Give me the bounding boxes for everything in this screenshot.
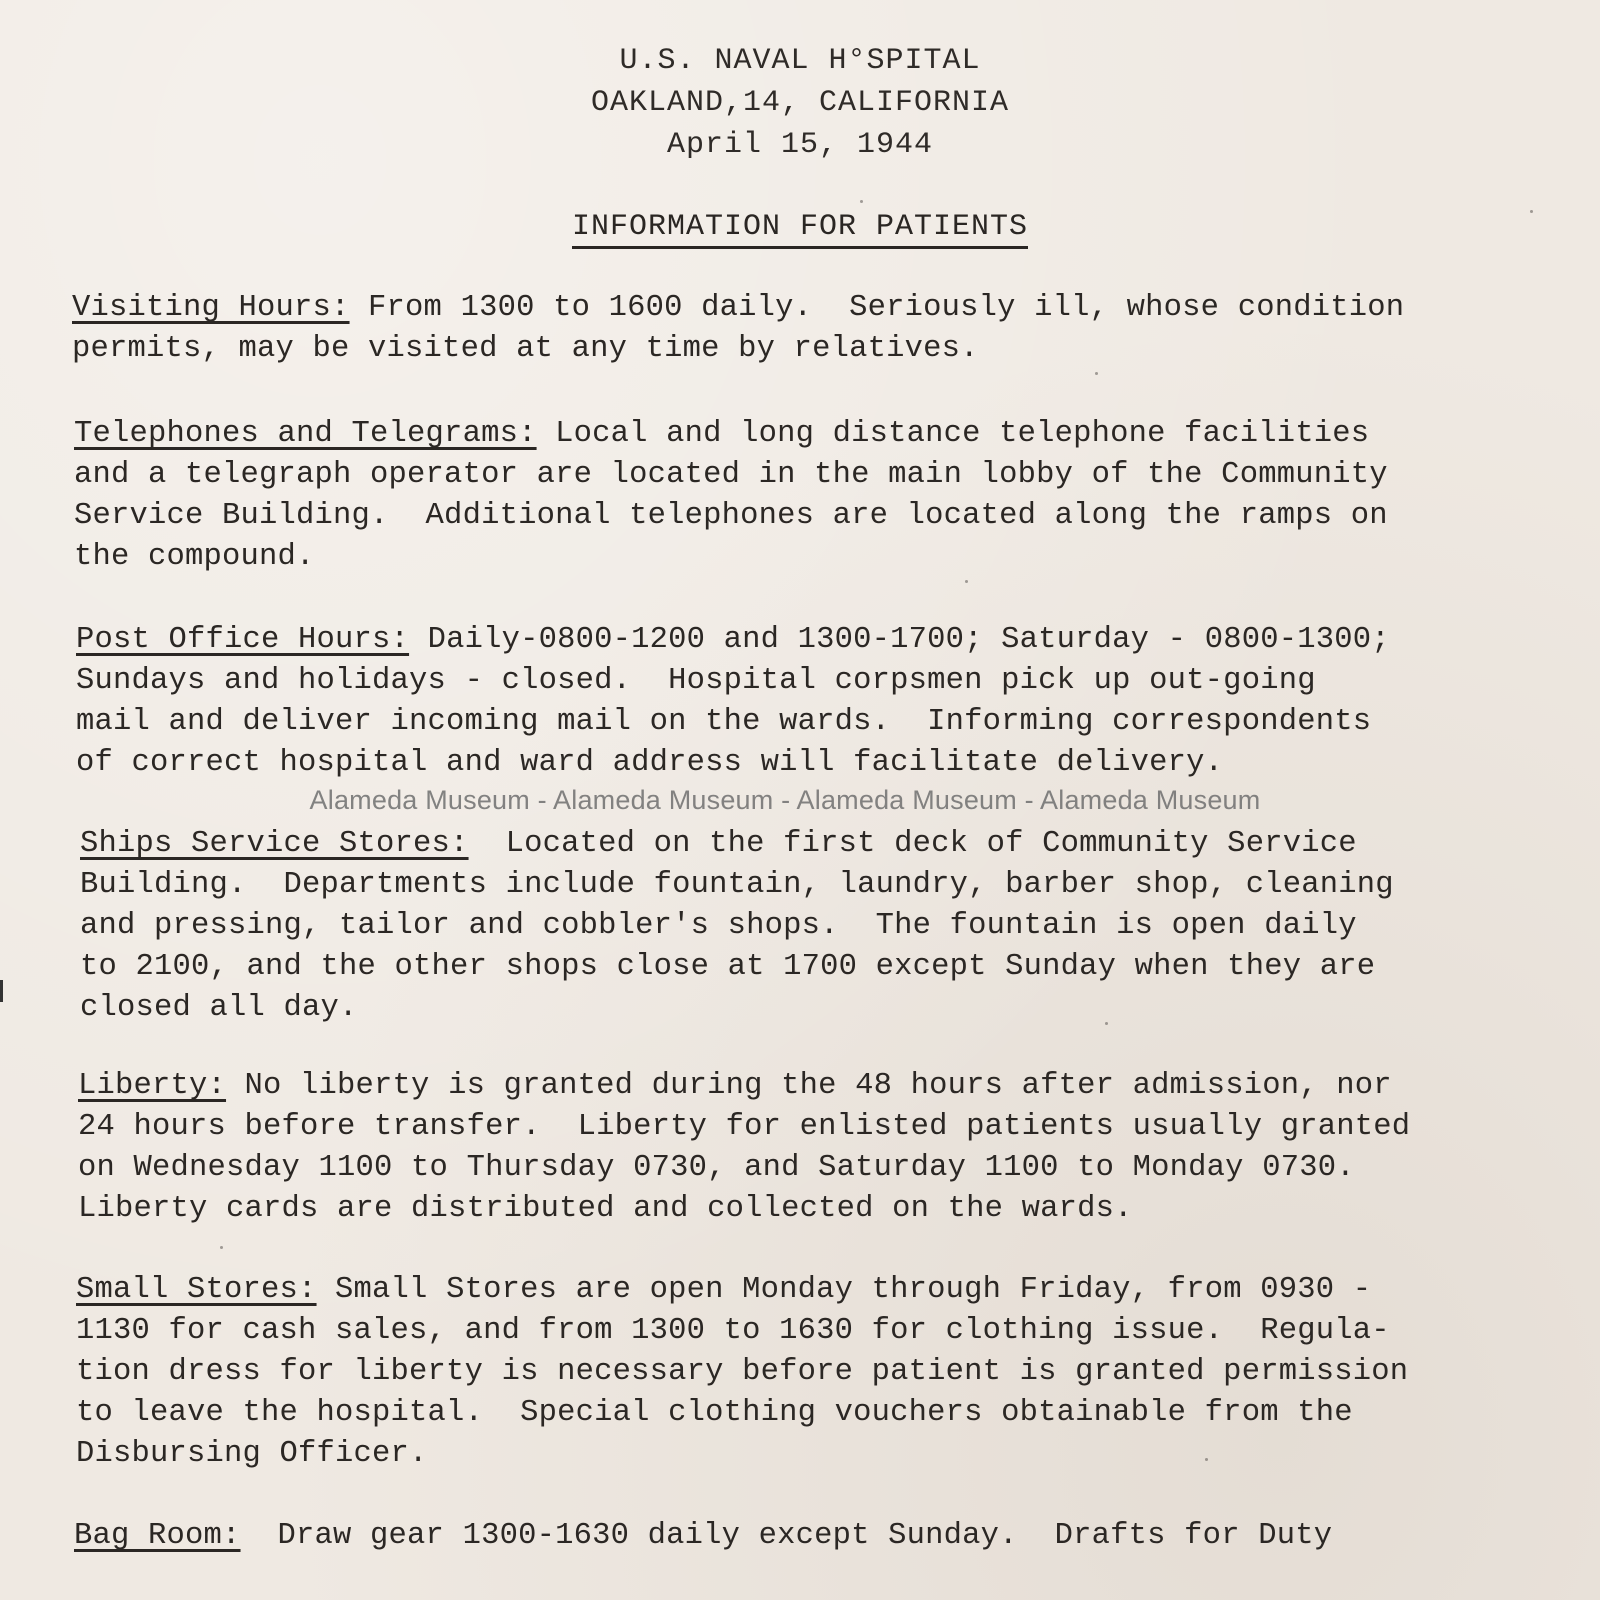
section-visiting-hours [72,288,1552,370]
section-telephones [74,414,1554,578]
paper-speck [965,580,968,583]
section-small-stores [76,1270,1556,1475]
paper-speck [220,1246,223,1249]
section-body: Draw gear 1300-1630 daily except Sunday. Drafts for Duty [240,1519,1333,1553]
paper-speck [1205,1458,1208,1461]
section-heading: Bag Room: [74,1519,241,1553]
section-heading: Ships Service Stores: [80,827,469,861]
section-heading: Small Stores: [76,1273,317,1307]
section-body: Local and long distance telephone facilities and a telegraph operator are located in the main lobby of the Community Service Building. Additional telephones are located along the ramps on the compound. [74,417,1388,574]
section-heading: Liberty: [78,1069,227,1103]
document-title-text: INFORMATION FOR PATIENTS [572,210,1028,249]
paper-speck [1105,1022,1108,1025]
section-heading: Visiting Hours: [72,291,350,325]
section-ships-service [80,824,1560,1029]
paper-speck [860,200,863,203]
section-bag-room [74,1516,1554,1557]
paper-speck [1095,372,1098,375]
section-body: Daily-0800-1200 and 1300-1700; Saturday - 0800-1300; Sundays and holidays - closed. Hospital corpsmen pick up out-going mail and deliver incoming mail on the wards. Informing correspondents of correct hospital and ward address will facilitate delivery. [76,623,1390,780]
section-heading: Telephones and Telegrams: [74,417,537,451]
section-body: Small Stores are open Monday through Friday, from 0930 - 1130 for cash sales, and from 1300 to 1630 for clothing issue. Regula- tion dress for liberty is necessary before patient is granted permission to leave the hospital. Special clothing vouchers obtainable from the Disbursing Officer. [76,1273,1409,1471]
section-heading: Post Office Hours: [76,623,410,657]
hospital-name: U.S. NAVAL H°SPITAL [619,44,981,78]
section-post-office [76,620,1556,784]
document-title [0,206,1600,248]
section-body: No liberty is granted during the 48 hours after admission, nor 24 hours before transfer. Liberty for enlisted patients usually granted on Wednesday 1100 to Thursday 0730, and Saturday 1100 to Monday 0730. Liberty cards are distributed and collected on the wards. [78,1069,1411,1226]
section-liberty [78,1066,1558,1230]
document-date: April 15, 1944 [666,128,934,162]
section-body: Located on the first deck of Community Service Building. Departments include fountain, laundry, barber shop, cleaning and pressing, tailor and cobbler's shops. The fountain is open daily to 2100, and the other shops close at 1700 except Sunday when they are closed all day. [80,827,1394,1025]
page-edge-mark [0,980,3,1002]
section-body: From 1300 to 1600 daily. Seriously ill, whose condition permits, may be visited at any time by relatives. [72,291,1405,366]
paper-speck [1530,210,1533,213]
hospital-location: OAKLAND,14, CALIFORNIA [590,86,1010,120]
watermark: Alameda Museum - Alameda Museum - Alameda Museum - Alameda Museum [309,785,1261,815]
